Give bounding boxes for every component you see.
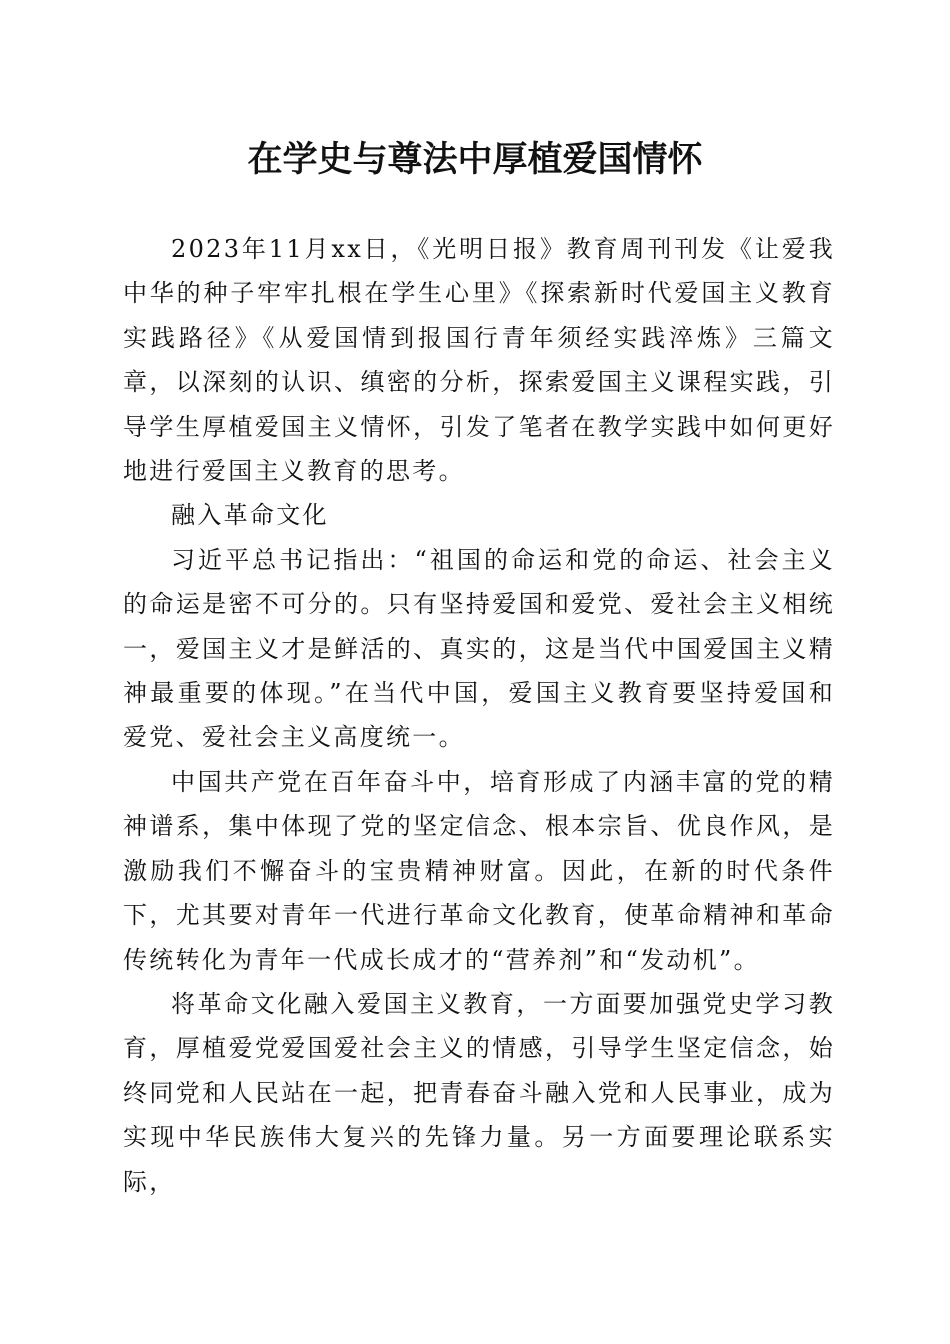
paragraph-quote: 习近平总书记指出：“祖国的命运和党的命运、社会主义的命运是密不可分的。只有坚持爱国和爱党、爱社会主义相统一，爱国主义才是鲜活的、真实的，这是当代中国爱国主义精神最重要的体现。”在当代中国，爱国主义教育要坚持爱国和爱党、爱社会主义高度统一。 (123, 545, 835, 752)
section-heading: 融入革命文化 (171, 501, 329, 530)
document-title: 在学史与尊法中厚植爱国情怀 (247, 139, 703, 180)
document-body (123, 227, 835, 1204)
paragraph-integration: 将革命文化融入爱国主义教育，一方面要加强党史学习教育，厚植爱党爱国爱社会主义的情感，引导学生坚定信念，始终同党和人民站在一起，把青春奋斗融入党和人民事业，成为实现中华民族伟大复兴的先锋力量。另一方面要理论联系实际， (123, 989, 835, 1196)
paragraph-intro: 2023年11月xx日，《光明日报》教育周刊刊发《让爱我中华的种子牢牢扎根在学生心里》《探索新时代爱国主义教育实践路径》《从爱国情到报国行青年须经实践淬炼》三篇文章，以深刻的认识、缜密的分析，探索爱国主义课程实践，引导学生厚植爱国主义情怀，引发了笔者在教学实践中如何更好地进行爱国主义教育的思考。 (123, 235, 835, 486)
paragraph-spirit: 中国共产党在百年奋斗中，培育形成了内涵丰富的党的精神谱系，集中体现了党的坚定信念、根本宗旨、优良作风，是激励我们不懈奋斗的宝贵精神财富。因此，在新的时代条件下，尤其要对青年一代进行革命文化教育，使革命精神和革命传统转化为青年一代成长成才的“营养剂”和“发动机”。 (123, 767, 835, 974)
